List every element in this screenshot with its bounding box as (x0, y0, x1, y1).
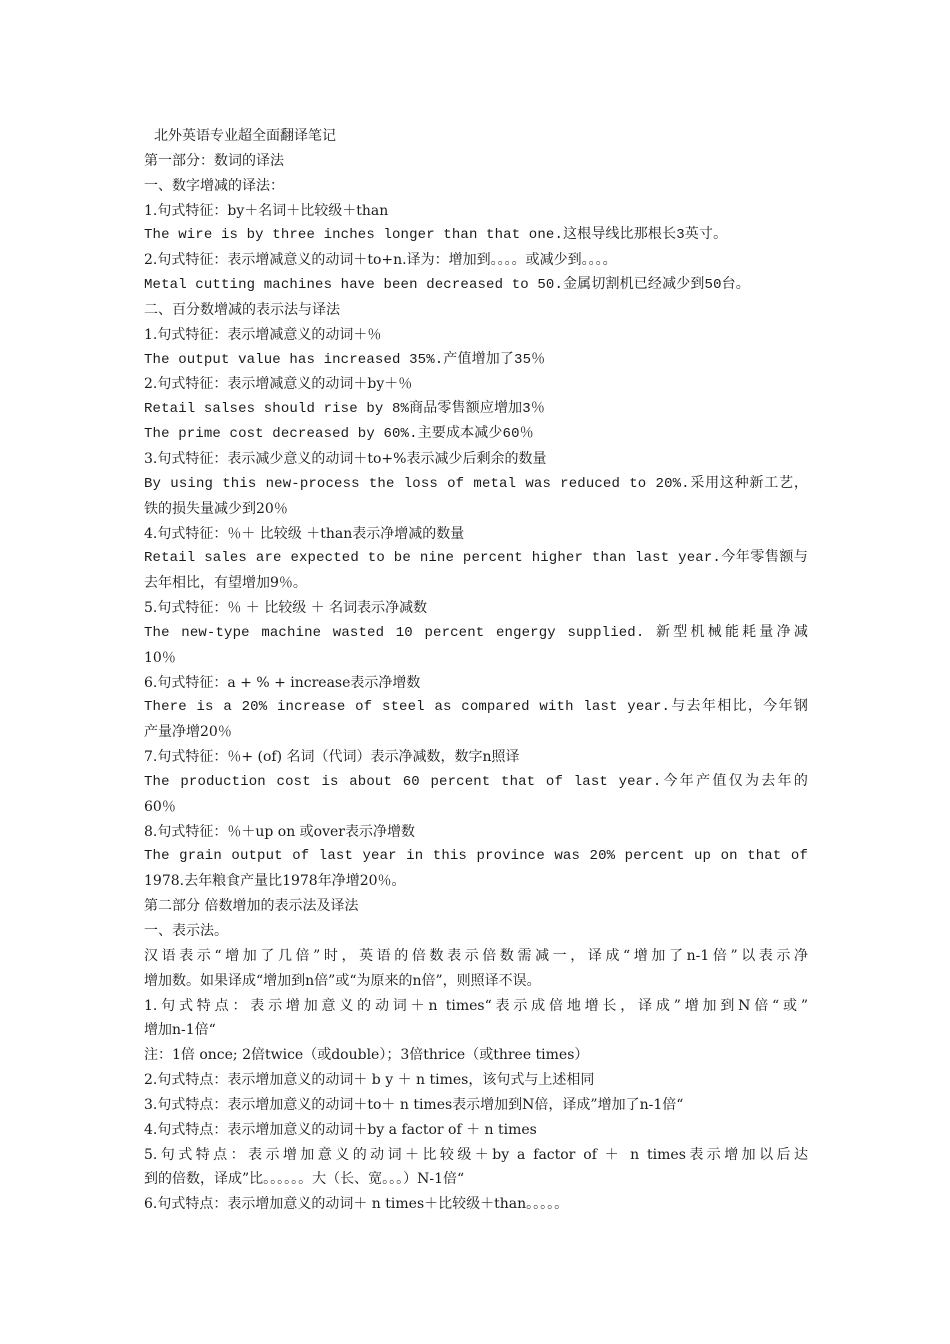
pattern-line: 6.句式特点：表示增加意义的动词＋ n times＋比较级＋than。。。。。 (144, 1196, 569, 1213)
pattern-line: 4.句式特征：％＋ 比较级 ＋than表示净增减的数量 (144, 525, 465, 542)
pattern-line: 1.句式特征：表示增减意义的动词＋％ (144, 326, 382, 343)
pattern-line-continued: 增加n-1倍“ (144, 1022, 216, 1039)
pattern-line: 3.句式特征：表示减少意义的动词＋to+%表示减少后剩余的数量 (144, 450, 547, 467)
example-line: Retail sales are expected to be nine percent higher than last year.今年零售额与 (144, 550, 808, 567)
pattern-line: 1.句式特征：by＋名词＋比较级＋than (144, 202, 389, 219)
pattern-line: 6.句式特征：a + % + increase表示净增数 (144, 674, 421, 691)
example-line: The production cost is about 60 percent that of last year.今年产值仅为去年的 (144, 773, 808, 790)
pattern-line: 2.句式特征：表示增减意义的动词＋to+n.译为：增加到。。。。或减少到。。。。 (144, 252, 617, 269)
example-line: Retail salses should rise by 8%商品零售额应增加3％ (144, 401, 545, 418)
subsection-heading: 一、数字增减的译法： (144, 177, 284, 194)
example-line-continued: 铁的损失量减少到20％ (144, 500, 288, 517)
document-title: 北外英语专业超全面翻译笔记 (154, 128, 336, 144)
pattern-line: 8.句式特征：％＋up on 或over表示净增数 (144, 823, 415, 840)
example-line-continued: 60％ (144, 798, 176, 815)
subsection-heading: 一、表示法。 (144, 923, 228, 939)
example-line: The grain output of last year in this province was 20% percent up on that of (144, 848, 808, 865)
example-line-continued: 1978.去年粮食产量比1978年净增20％。 (144, 873, 406, 890)
example-line: Metal cutting machines have been decreased to 50.金属切割机已经减少到50台。 (144, 277, 750, 294)
note-line: 注：1倍 once; 2倍twice（或double）；3倍thrice（或three times） (144, 1047, 589, 1064)
paragraph-line: 增加数。如果译成“增加到n倍”或“为原来的n倍”，则照译不误。 (144, 972, 541, 989)
example-line: The prime cost decreased by 60%.主要成本减少60％ (144, 426, 534, 443)
pattern-line: 3.句式特点：表示增加意义的动词＋to＋ n times表示增加到N倍，译成”增加了n-1倍“ (144, 1096, 684, 1113)
pattern-line: 5.句式特征：％ ＋ 比较级 ＋ 名词表示净减数 (144, 600, 428, 617)
example-line: The wire is by three inches longer than that one.这根导线比那根长3英寸。 (144, 227, 728, 244)
pattern-line: 1.句式特点：表示增加意义的动词＋n times“表示成倍地增长，译成”增加到N倍“或” (144, 997, 808, 1014)
example-line: There is a 20% increase of steel as compared with last year.与去年相比，今年钢 (144, 699, 808, 716)
pattern-line: 2.句式特征：表示增减意义的动词＋by＋％ (144, 376, 413, 393)
example-line-continued: 产量净增20％ (144, 724, 232, 741)
subsection-heading: 二、百分数增减的表示法与译法 (144, 301, 340, 318)
example-line-continued: 去年相比，有望增加9％。 (144, 575, 307, 592)
document-body (144, 124, 808, 1217)
pattern-line: 4.句式特点：表示增加意义的动词＋by a factor of ＋ n times (144, 1121, 537, 1138)
example-line-continued: 10％ (144, 649, 176, 666)
pattern-line-continued: 到的倍数，译成”比。。。。。。大（长、宽。。。）N-1倍“ (144, 1171, 465, 1188)
example-line: By using this new-process the loss of metal was reduced to 20%.采用这种新工艺， (144, 475, 808, 492)
pattern-line: 7.句式特征：％+ (of) 名词（代词）表示净减数，数字n照译 (144, 749, 520, 766)
section-heading-part-one: 第一部分：数词的译法 (144, 152, 284, 169)
example-line: The output value has increased 35%.产值增加了35％ (144, 351, 546, 368)
pattern-line: 5.句式特点：表示增加意义的动词＋比较级＋by a factor of ＋ n times表示增加以后达 (144, 1146, 808, 1163)
pattern-line: 2.句式特点：表示增加意义的动词＋ b y ＋ n times，该句式与上述相同 (144, 1072, 595, 1089)
section-heading-part-two: 第二部分 倍数增加的表示法及译法 (144, 898, 359, 915)
example-line: The new-type machine wasted 10 percent engergy supplied. 新型机械能耗量净减 (144, 624, 808, 641)
paragraph-line: 汉语表示“增加了几倍”时，英语的倍数表示倍数需减一，译成“增加了n-1倍”以表示净 (144, 947, 808, 964)
